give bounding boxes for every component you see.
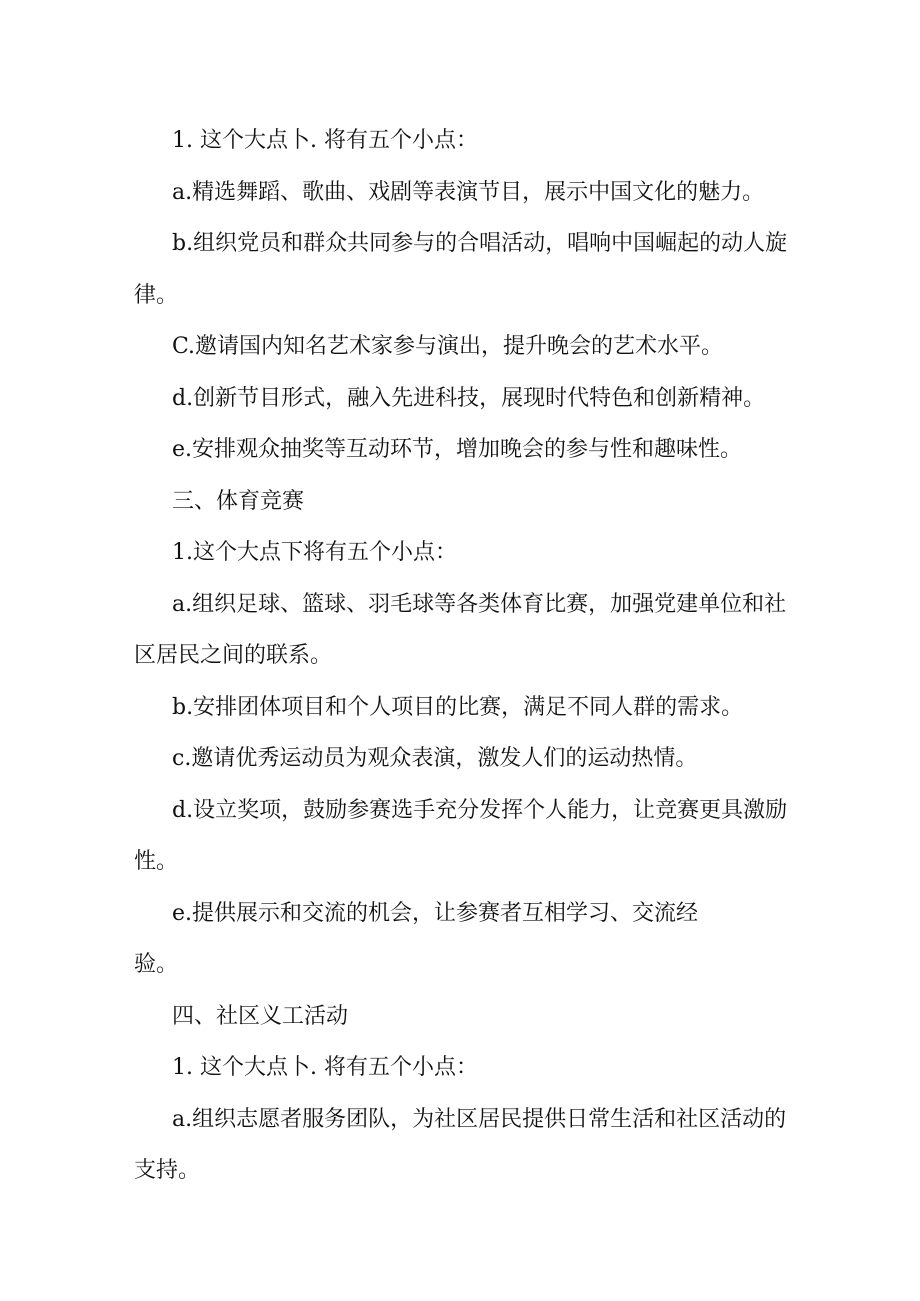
item-a-performances: a.精选舞蹈、歌曲、戏剧等表演节目，展示中国文化的魅力。 (172, 179, 765, 205)
sports-item-b-events: b.安排团体项目和个人项目的比赛，满足不同人群的需求。 (172, 694, 744, 720)
item-c-artists: C.邀请国内知名艺术家参与演出，提升晚会的艺术水平。 (172, 334, 724, 359)
section-heading-volunteer: 四、社区义工活动 (172, 1003, 349, 1029)
sports-item-1-intro: 1.这个大点下将有五个小点： (172, 540, 457, 565)
sports-item-e-exchange: e.提供展示和交流的机会，让参赛者互相学习、交流经 (172, 900, 699, 926)
sports-item-a-matches: a.组织足球、篮球、羽毛球等各类体育比赛，加强党建单位和社区居民之间的联系。 (134, 591, 787, 668)
item-1-intro: 1. 这个大点卜. 将有五个小点： (172, 128, 478, 153)
document-body (134, 115, 794, 1197)
section-heading-sports: 三、体育竞赛 (172, 488, 305, 514)
volunteer-item-a-service: a.组织志愿者服务团队，为社区居民提供日常生活和社区活动的支持。 (134, 1106, 787, 1183)
item-d-innovation: d.创新节目形式，融入先进科技，展现时代特色和创新精神。 (172, 385, 766, 411)
item-e-lottery: e.安排观众抽奖等互动环节，增加晚会的参与性和趣味性。 (172, 437, 743, 462)
sports-item-c-athletes: c.邀请优秀运动员为观众表演，激发人们的运动热情。 (172, 746, 698, 771)
sports-item-d-awards: d.设立奖项，鼓励参赛选手充分发挥个人能力，让竞赛更具激励性。 (134, 797, 788, 874)
sports-item-e-continuation: 验。 (134, 952, 179, 977)
volunteer-item-1-intro: 1. 这个大点卜. 将有五个小点： (172, 1055, 478, 1080)
item-b-chorus: b.组织党员和群众共同参与的合唱活动，唱响中国崛起的动人旋律。 (134, 231, 788, 308)
